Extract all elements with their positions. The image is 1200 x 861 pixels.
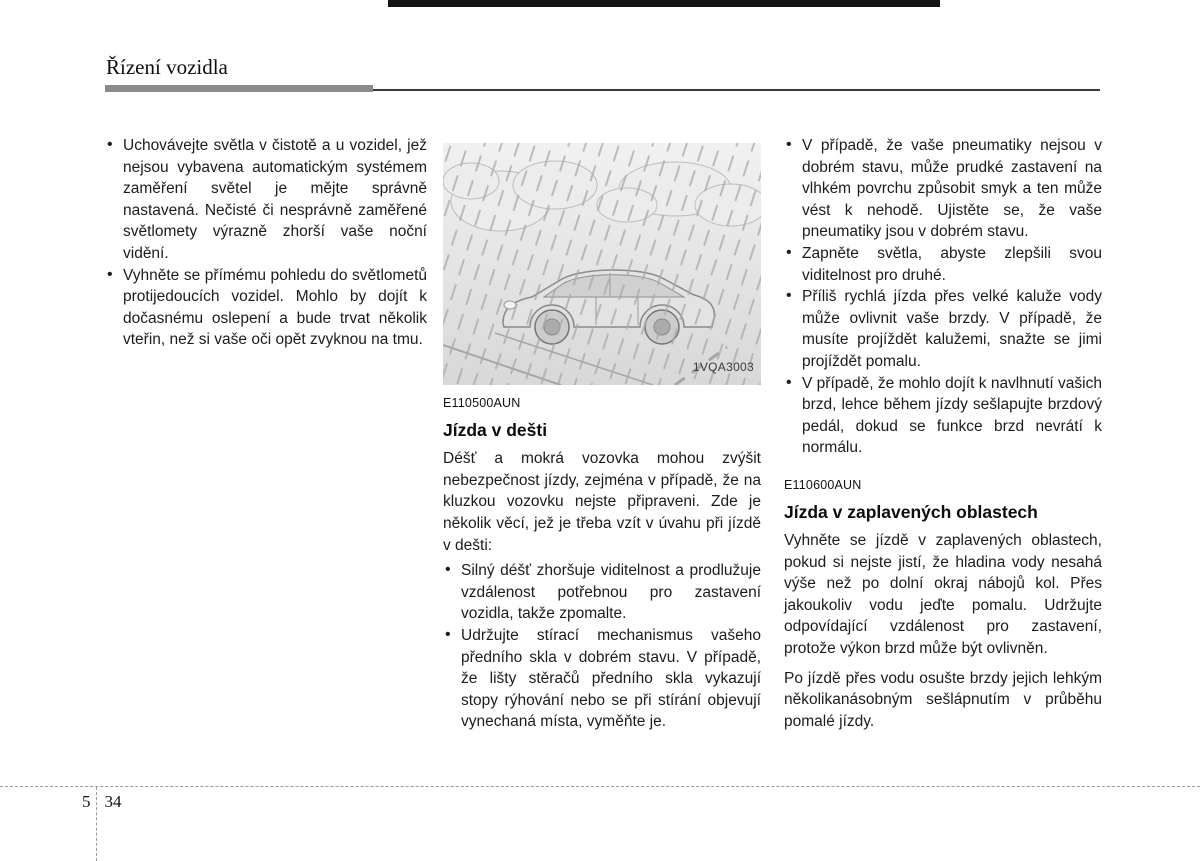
section-heading: Jízda v dešti	[443, 419, 548, 440]
bullet-text: Udržujte stírací mechanismus vašeho předního skla v dobrém stavu. V případě, že lišty stěračů předního skla vykazují stopy rýhování nebo se při stírání objevují vynechaná místa, vyměňte je.	[461, 626, 761, 731]
list-item	[784, 286, 1102, 372]
page-number	[82, 792, 122, 812]
footer-crop-line-horizontal	[0, 786, 1200, 787]
list-item	[105, 265, 427, 351]
bullet-icon: •	[786, 287, 792, 305]
middle-bullet-list	[443, 560, 761, 733]
bullet-icon: •	[445, 561, 451, 579]
figure-code: 1VQA3003	[692, 360, 754, 375]
section-intro: Déšť a mokrá vozovka mohou zvýšit nebezpečnost jízdy, zejména v případě, že na kluzkou vozovku nejste připraveni. Zde je několik věcí, jež je třeba vzít v úvahu při jízdě v dešti:	[443, 450, 761, 554]
page-number-page: 34	[104, 792, 122, 811]
bullet-icon: •	[786, 136, 792, 153]
list-item	[443, 625, 761, 733]
section-heading: Jízda v zaplavených oblastech	[784, 501, 1038, 522]
car-rain-illustration	[443, 143, 761, 385]
bullet-icon: •	[445, 625, 451, 643]
left-bullet-list	[105, 135, 427, 351]
section-paragraph: Vyhněte se jízdě v zaplavených oblastech, pokud si nejste jistí, že hladina vody nesahá výše než po dolní okraj nábojů kol. Přes jakoukoliv vodu jeďte pomalu. Udržujte odpovídající vzdálenost pro zastavení, protože výkon brzd může být ovlivněn.	[784, 532, 1102, 658]
section-code: E110500AUN	[443, 396, 521, 410]
section-code: E110600AUN	[784, 477, 862, 492]
header-rule-accent	[105, 85, 373, 92]
right-bullet-list	[784, 135, 1102, 459]
right-column	[784, 135, 1102, 740]
bullet-text: Uchovávejte světla v čistotě a u vozidel, jež nejsou vybavena automatickým systémem zaměření světel je mějte správně nastavená. Nečisté či nesprávně zaměřené světlomety výrazně zhorší vaše noční vidění.	[123, 137, 427, 262]
rain-overlay	[443, 143, 761, 385]
bullet-icon: •	[786, 243, 792, 261]
list-item	[784, 373, 1102, 459]
bullet-icon: •	[107, 136, 113, 153]
list-item	[443, 560, 761, 625]
bullet-icon: •	[107, 265, 113, 283]
section-paragraph: Po jízdě přes vodu osušte brzdy jejich lehkým několikanásobným sešlápnutím v průběhu pomalé jízdy.	[784, 669, 1102, 730]
bullet-text: V případě, že mohlo dojít k navlhnutí vašich brzd, lehce během jízdy sešlapujte brzdový pedál, dokud se funkce brzd nevrátí k normálu.	[802, 374, 1102, 457]
scan-artifact-bar	[388, 0, 940, 7]
middle-column	[443, 135, 761, 733]
bullet-icon: •	[786, 373, 792, 391]
car-rain-svg	[443, 143, 761, 385]
page-title: Řízení vozidla	[106, 55, 228, 79]
left-column	[105, 135, 427, 351]
page-number-chapter: 5	[82, 792, 91, 811]
bullet-text: V případě, že vaše pneumatiky nejsou v dobrém stavu, může prudké zastavení na vlhkém povrchu způsobit smyk a ten může vést k nehodě. Ujistěte se, že vaše pneumatiky jsou v dobrém stavu.	[802, 137, 1102, 241]
bullet-text: Silný déšť zhoršuje viditelnost a prodlužuje vzdálenost potřebnou pro zastavení vozidla, takže zpomalte.	[461, 562, 761, 623]
list-item	[784, 243, 1102, 286]
list-item	[105, 135, 427, 265]
bullet-text: Příliš rychlá jízda přes velké kaluže vody může ovlivnit vaše brzdy. V případě, že musíte projíždět kalužemi, snažte se jimi projíždět pomalu.	[802, 288, 1102, 370]
bullet-text: Zapněte světla, abyste zlepšili svou viditelnost pro druhé.	[802, 244, 1102, 284]
bullet-text: Vyhněte se přímému pohledu do světlometů protijedoucích vozidel. Mohlo by dojít k dočasnému oslepení a bude trvat několik vteřin, než si vaše oči opět zvyknou na tmu.	[123, 266, 427, 349]
list-item	[784, 135, 1102, 243]
